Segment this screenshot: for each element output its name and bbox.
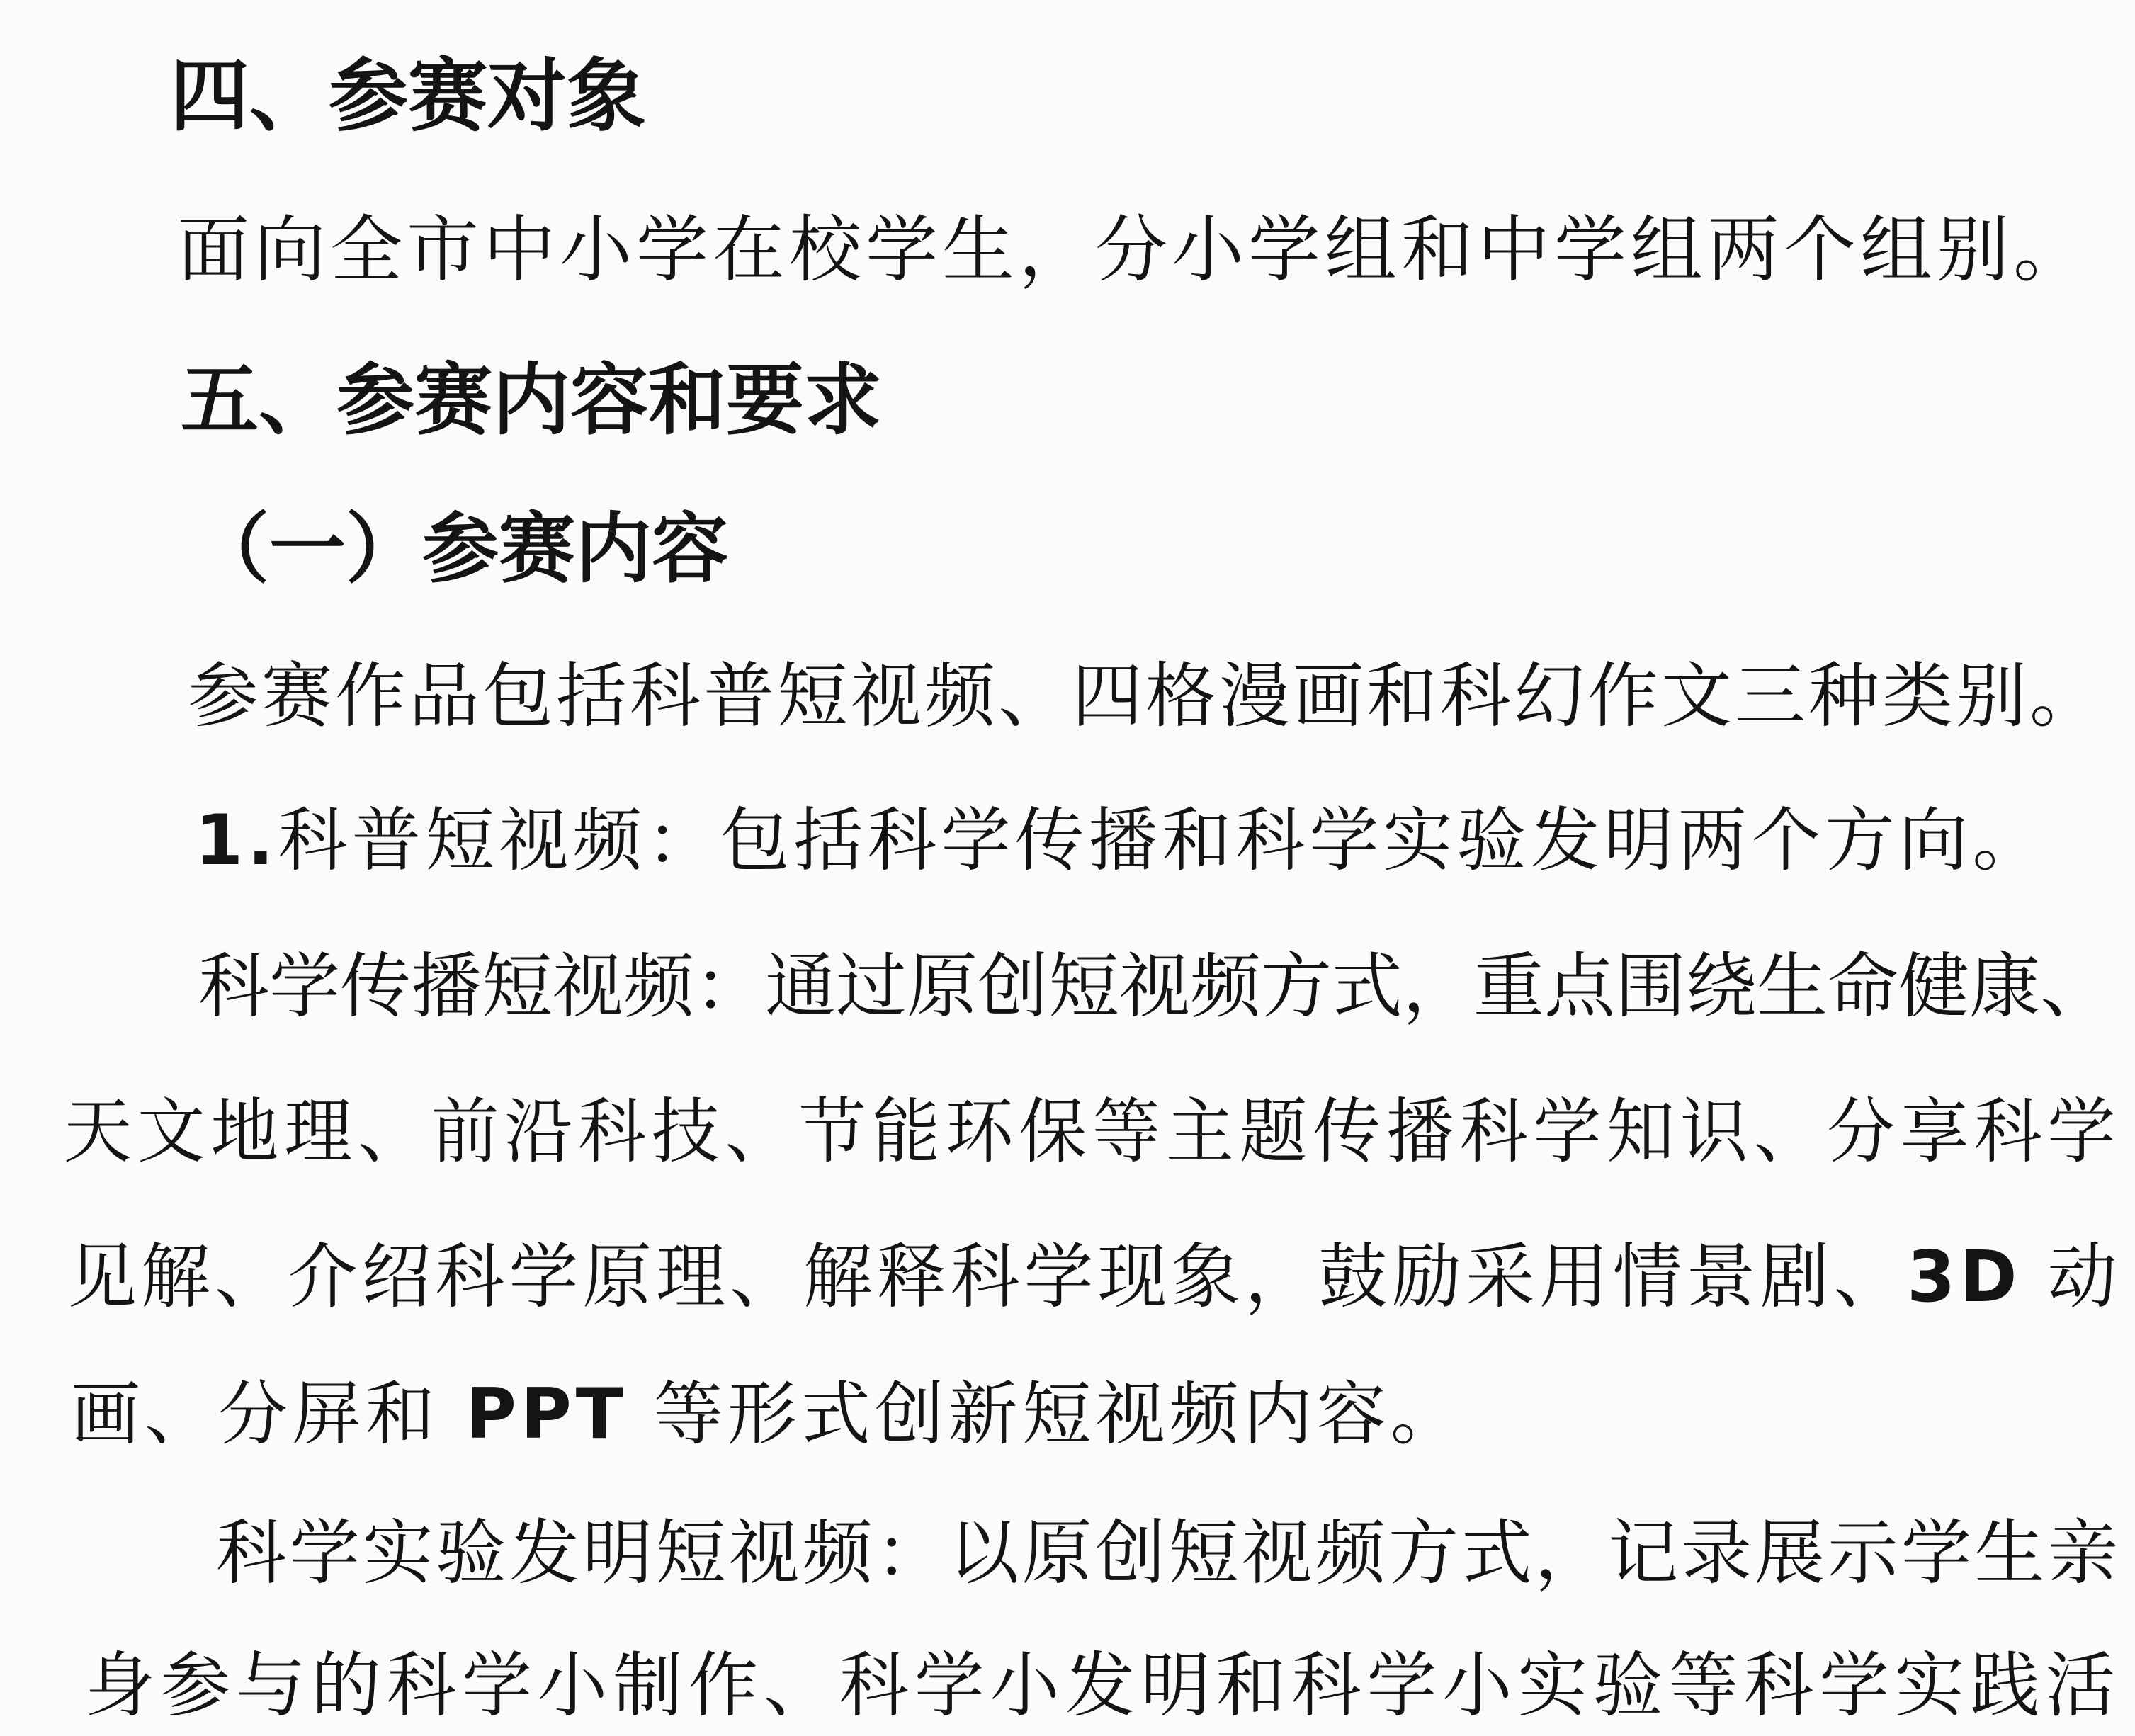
- text-segment: 见解、介绍科学原理、解释科学现象，鼓励采用情景剧、: [67, 1235, 1908, 1318]
- section-heading-participants: 四、参赛对象: [170, 50, 646, 142]
- paragraph-science-communication-line-1: 科学传播短视频：通过原创短视频方式，重点围绕生命健康、: [198, 945, 2111, 1028]
- text-segment-3d: 3D: [1907, 1235, 2022, 1318]
- list-item-number: 1.: [195, 800, 278, 881]
- text-segment-ppt: PPT: [465, 1374, 628, 1455]
- paragraph-categories: 参赛作品包括科普短视频、四格漫画和科幻作文三种类别。: [188, 654, 2103, 737]
- text-segment: 等形式创新短视频内容。: [627, 1374, 1464, 1455]
- paragraph-participants: 面向全市中小学在校学生，分小学组和中学组两个组别。: [177, 208, 2090, 293]
- text-segment: 动: [2021, 1235, 2122, 1318]
- list-item-text: 科普短视频：包括科学传播和科学实验发明两个方向。: [278, 800, 2046, 881]
- text-segment: 画、分屏和: [71, 1374, 466, 1455]
- paragraph-science-communication-line-3: [67, 1235, 2122, 1318]
- paragraph-experiment-line-2: 身参与的科学小制作、科学小发明和科学小实验等科学实践活: [85, 1644, 2121, 1727]
- paragraph-science-communication-line-2: 天文地理、前沿科技、节能环保等主题传播科学知识、分享科学: [64, 1090, 2121, 1173]
- list-item-short-video: [195, 800, 2046, 881]
- paragraph-science-communication-line-4: [71, 1374, 1464, 1455]
- paragraph-experiment-line-1: 科学实验发明短视频：以原创短视频方式，记录展示学生亲: [216, 1511, 2121, 1594]
- section-heading-content-requirements: 五、参赛内容和要求: [181, 355, 882, 446]
- subheading-content: （一）参赛内容: [193, 505, 729, 594]
